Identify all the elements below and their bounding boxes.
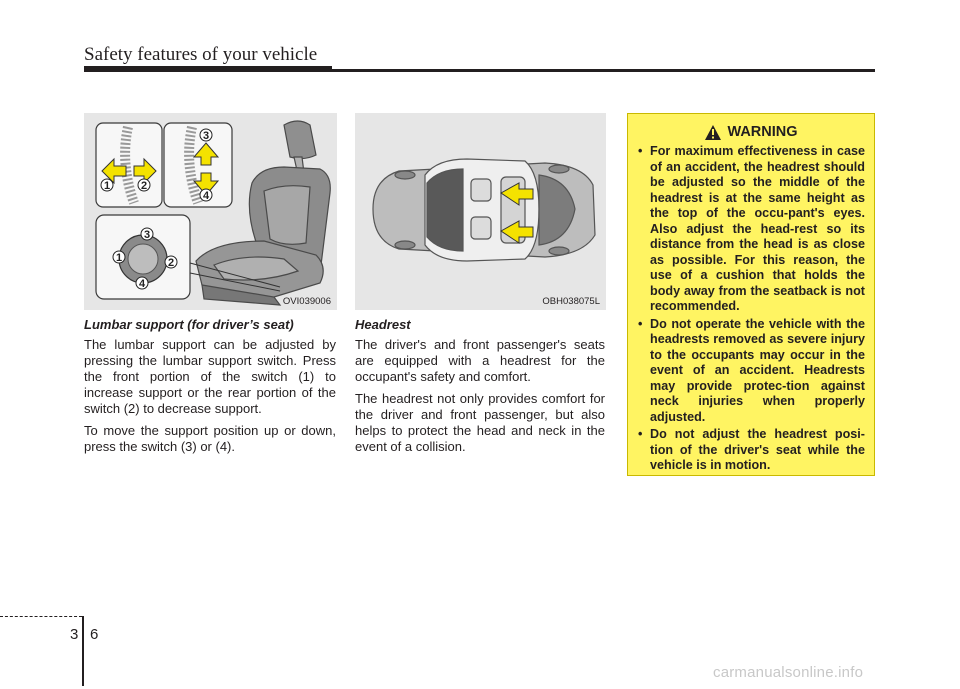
chapter-number: 3 — [70, 626, 79, 643]
headrest-figure-code: OBH038075L — [542, 296, 600, 307]
warning-header — [638, 124, 865, 140]
callout-1-switch: 1 — [115, 252, 123, 264]
page-number: 6 — [90, 626, 99, 643]
callout-4-top: 4 — [202, 190, 210, 202]
footer-vertical-rule — [82, 616, 84, 686]
headrest-heading: Headrest — [355, 317, 411, 332]
warning-item: • For maximum effectiveness in case of an accident, the headrest should be adjusted so the middle of the headrest is at the same height as the top of the occu-pant's eyes. Also adjust the head-rest so its distance from the head is as close as possible. For this reason, the use of a cushion that holds the body away from the seatback is not recommended. — [638, 144, 865, 315]
lumbar-figure-code: OVI039006 — [282, 296, 331, 307]
warning-title: WARNING — [727, 124, 798, 140]
lumbar-paragraph: To move the support position up or down, press the switch (3) or (4). — [84, 423, 336, 454]
footer-dashed-rule — [0, 616, 82, 618]
warning-box — [627, 113, 875, 476]
header-rule — [84, 69, 875, 72]
lumbar-support-section — [84, 317, 336, 461]
lumbar-support-figure — [84, 113, 337, 310]
callout-1-top: 1 — [103, 180, 111, 192]
watermark-text: carmanualsonline.info — [713, 664, 864, 681]
callout-3-switch: 3 — [143, 229, 151, 241]
callout-3-top: 3 — [202, 130, 210, 142]
warning-item: • Do not operate the vehicle with the headrests removed as severe injury to the occupants may occur in the event of an accident. Headrests may provide protec-tion against neck injuries when properly adjusted. — [638, 317, 865, 426]
headrest-paragraph: The driver's and front passenger's seats are equipped with a headrest for the occupant's safety and comfort. — [355, 337, 605, 384]
lumbar-support-illustration — [84, 113, 337, 310]
warning-item: • Do not adjust the headrest posi-tion of the driver's seat while the vehicle is in motion. — [638, 427, 865, 474]
lumbar-support-heading: Lumbar support (for driver’s seat) — [84, 317, 294, 332]
headrest-figure — [355, 113, 606, 310]
headrest-paragraph: The headrest not only provides comfort for the driver and front passenger, but also helps to protect the head and neck in the event of a collision. — [355, 391, 605, 454]
callout-2-top: 2 — [140, 180, 148, 192]
page-header-title: Safety features of your vehicle — [84, 44, 318, 65]
car-top-view-illustration — [355, 113, 606, 310]
lumbar-paragraph: The lumbar support can be adjusted by pressing the lumbar support switch. Press the front portion of the switch (1) to increase support or the rear portion of the switch (2) to decrease support. — [84, 337, 336, 416]
callout-4-switch: 4 — [138, 278, 146, 290]
callout-2-switch: 2 — [167, 257, 175, 269]
headrest-section — [355, 317, 605, 461]
warning-list — [638, 144, 865, 474]
warning-triangle-icon — [705, 125, 721, 140]
